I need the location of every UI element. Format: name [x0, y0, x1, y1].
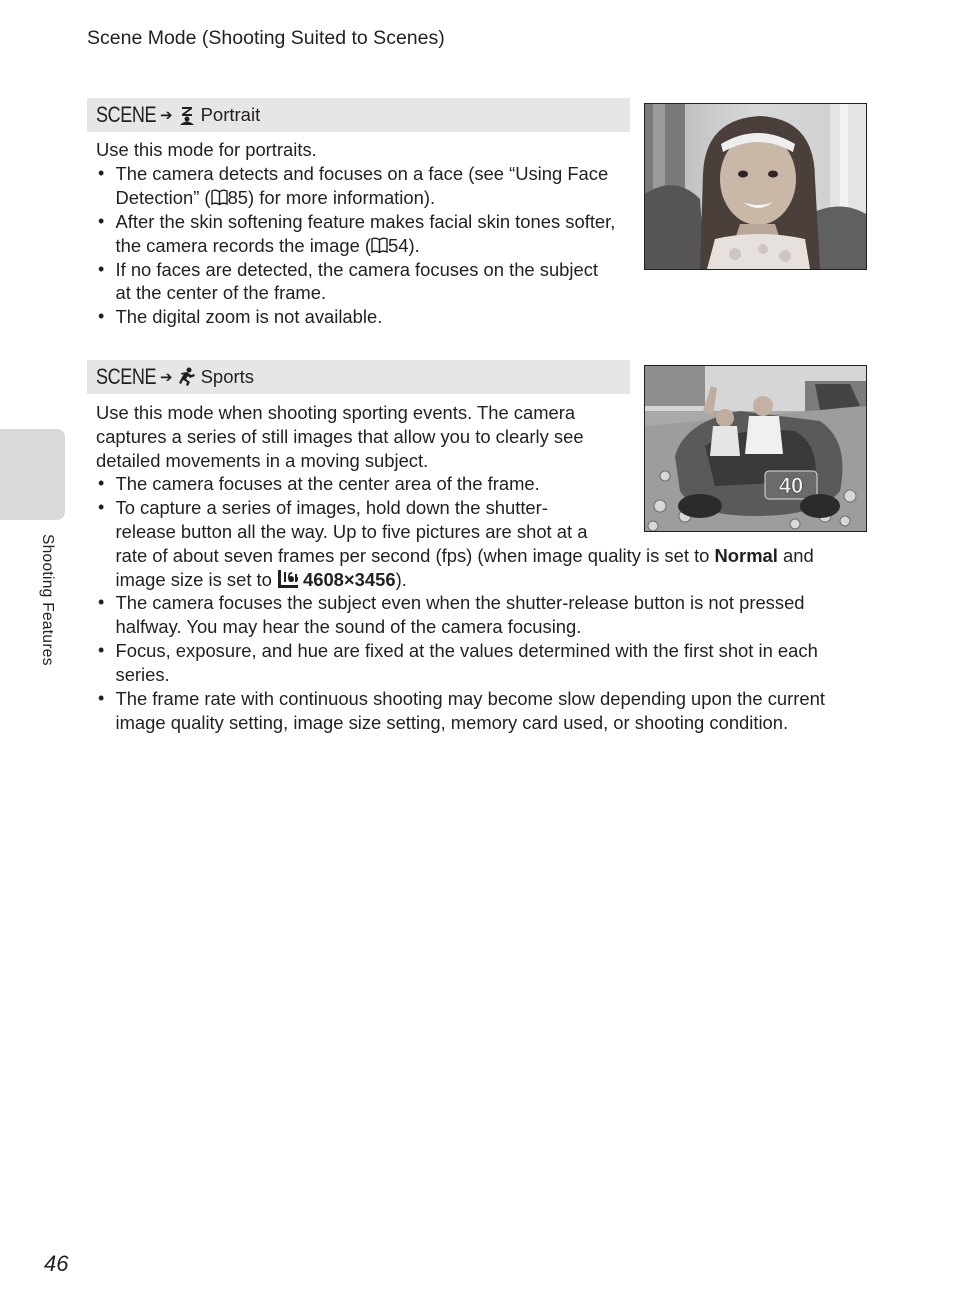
- list-item: • If no faces are detected, the camera focuses on the subject at the center of the frame.: [96, 258, 616, 306]
- arrow-icon: ➔: [160, 369, 173, 386]
- portrait-bullet-list: [96, 162, 616, 329]
- book-reference-icon: [211, 189, 228, 206]
- sports-section-heading: [87, 360, 630, 394]
- sports-bullet-list-2: [96, 544, 836, 592]
- list-item: • To capture a series of images, hold down the shutter-release button all the way. Up to five pictures are shot at a: [96, 496, 856, 544]
- scene-label: SCENE: [96, 364, 157, 389]
- portrait-sample-photo: [644, 103, 867, 270]
- portrait-mode-label: Portrait: [200, 104, 261, 125]
- page-header-title: Scene Mode (Shooting Suited to Scenes): [87, 27, 445, 49]
- portrait-section-heading: [87, 98, 630, 132]
- list-item: • The camera detects and focuses on a face (see “Using Face Detection” ( 85) for more information).: [96, 162, 616, 210]
- side-tab-label: Shooting Features: [39, 534, 56, 666]
- list-item: [96, 544, 836, 592]
- sports-mode-label: Sports: [200, 366, 255, 387]
- image-size-16m-icon: [277, 569, 299, 589]
- sports-intro: Use this mode when shooting sporting events. The camera captures a series of still images that allow you to clearly see detailed movements in a moving subject.: [96, 402, 584, 471]
- list-item: • After the skin softening feature makes facial skin tones softer, the camera records the image ( 54).: [96, 210, 616, 258]
- sports-bullet-block: [96, 472, 856, 544]
- quality-normal-value: Normal: [714, 544, 778, 566]
- list-item: • The camera focuses the subject even when the shutter-release button is not pressed halfway. You may hear the sound of the camera focusing.: [96, 591, 856, 639]
- book-reference-icon: [371, 237, 388, 254]
- list-item: • The frame rate with continuous shooting may become slow depending upon the current image quality setting, image size setting, memory card used, or shooting condition.: [96, 687, 856, 735]
- sports-bullet-list: [96, 472, 856, 544]
- sports-bullet-2-continued: rate of about seven frames per second (fps) (when image quality is set to Normal and image size is set to 4608×3456).: [115, 544, 814, 590]
- list-item: • The camera focuses at the center area of the frame.: [96, 472, 856, 496]
- sports-intro-block: [96, 401, 608, 473]
- list-item: • The digital zoom is not available.: [96, 305, 616, 329]
- list-item: • Focus, exposure, and hue are fixed at the values determined with the first shot in each series.: [96, 639, 856, 687]
- sports-icon: [177, 367, 197, 387]
- page-number: 46: [44, 1251, 69, 1276]
- portrait-description: [96, 138, 616, 329]
- kart-number: 40: [778, 473, 804, 498]
- sports-bullet-list-3: [96, 591, 856, 734]
- side-tab-marker: [0, 429, 65, 520]
- scene-label: SCENE: [96, 102, 157, 127]
- arrow-icon: ➔: [160, 107, 173, 124]
- portrait-icon: [177, 105, 197, 125]
- image-size-value: 4608×3456: [303, 568, 396, 590]
- sports-bullet-block-2: [96, 544, 836, 592]
- portrait-intro: Use this mode for portraits.: [96, 139, 317, 160]
- sports-bullet-block-3: [96, 591, 856, 734]
